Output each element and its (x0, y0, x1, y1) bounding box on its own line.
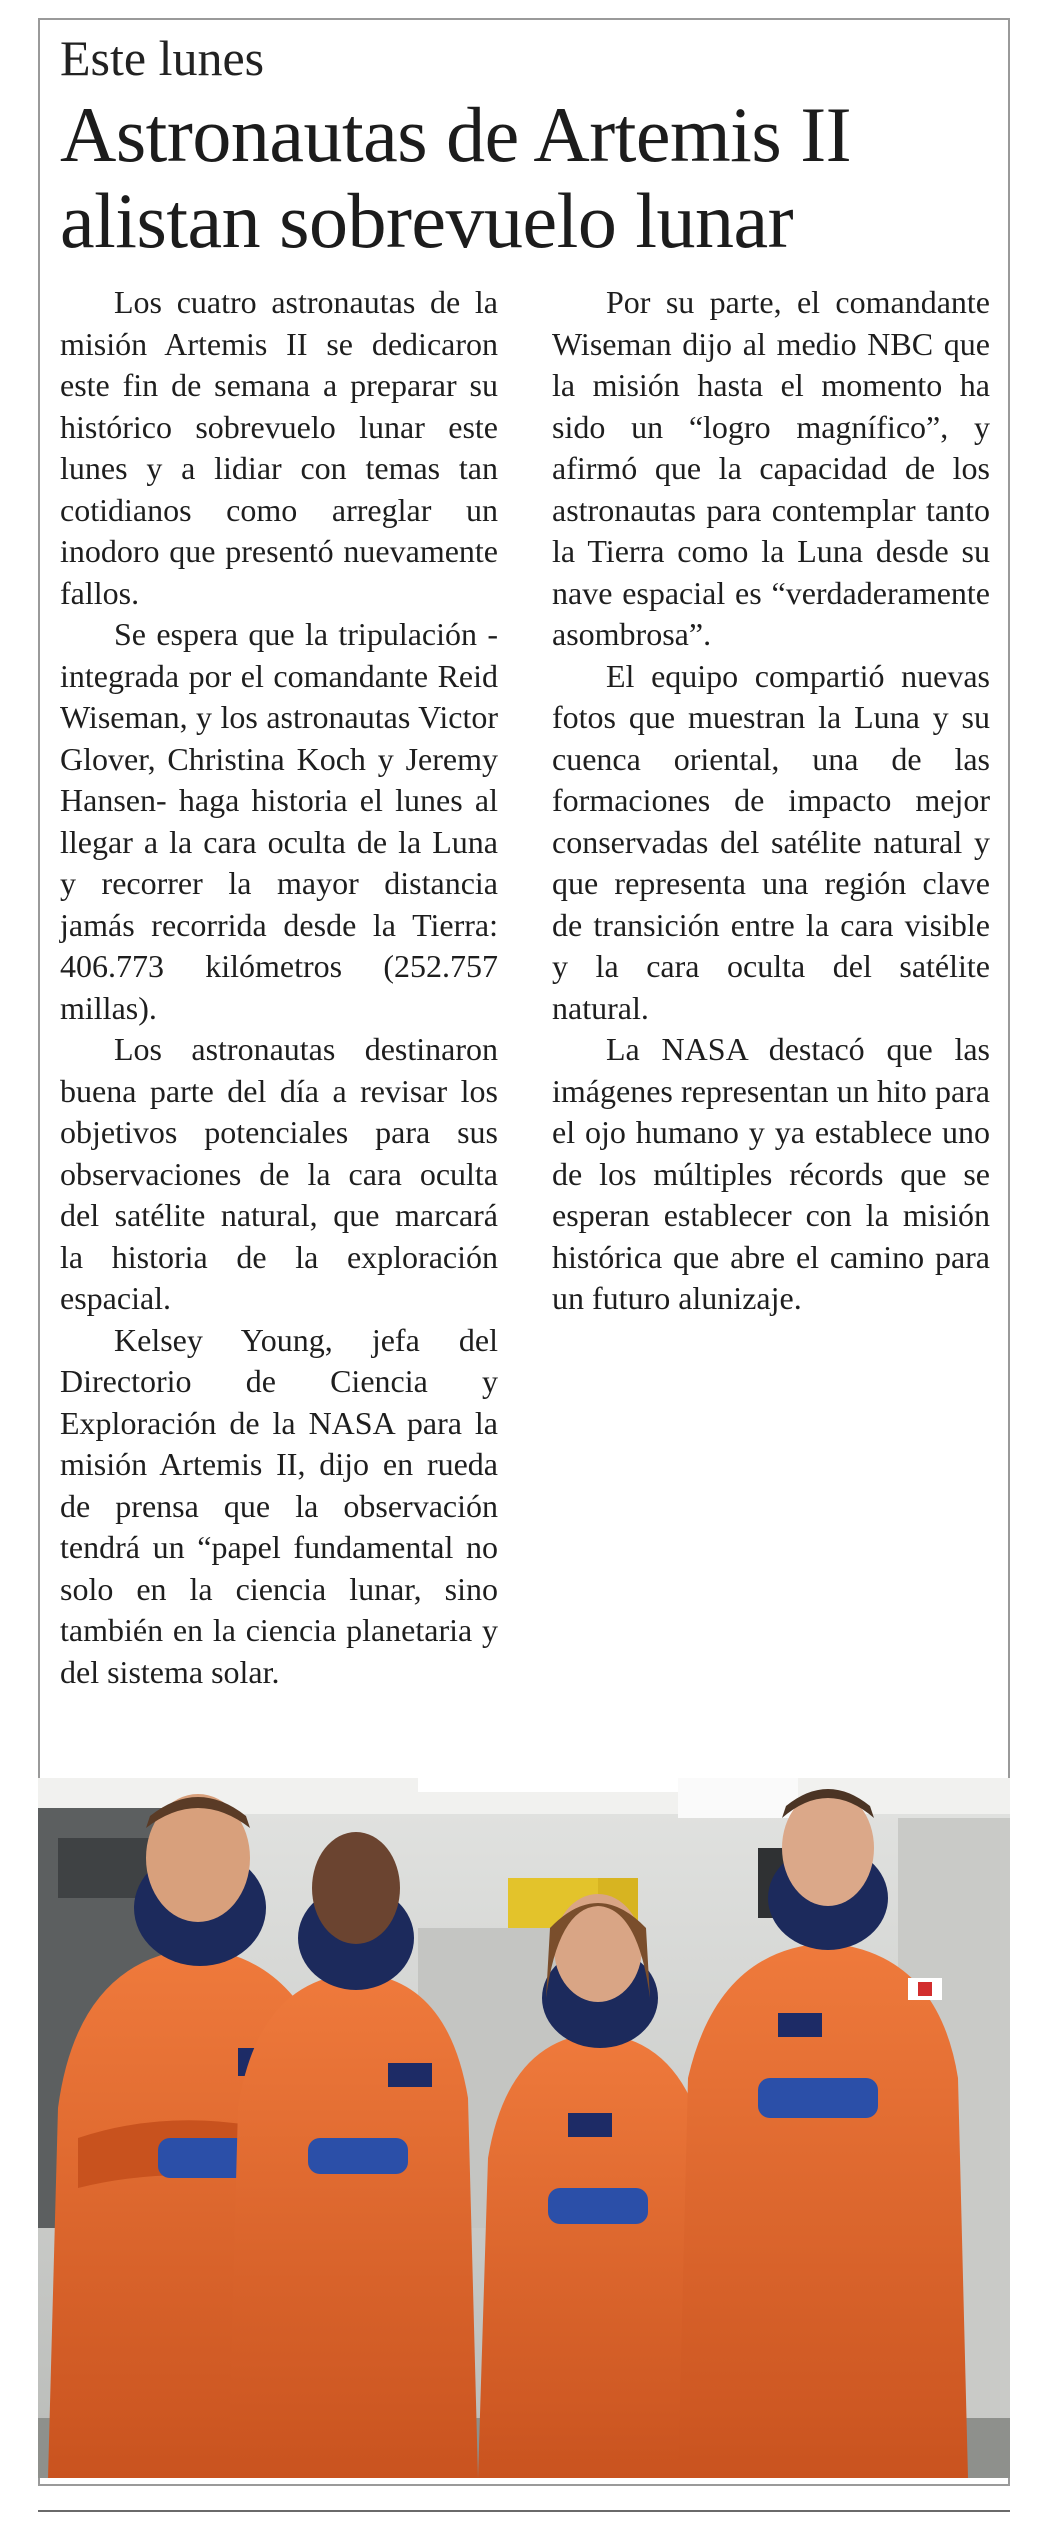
article-paragraph: Por su parte, el comandante Wiseman dijo al medio NBC que la misión hasta el momento ha sido un “logro magnífico”, y afirmó que la capacidad de los astronautas para contemplar tanto la Tierra como la Luna desde su nave espacial es “verdaderamente asombrosa”. (552, 284, 990, 652)
crew-photo (38, 1778, 1010, 2478)
article-paragraph: Se espera que la tripulación -integrada por el comandante Reid Wiseman, y los astronautas Victor Glover, Christina Koch y Jeremy Hansen- haga historia el lunes al llegar a la cara oculta de la Luna y recorrer la mayor distancia jamás recorrida desde la Tierra: 406.773 kilómetros (252.757 millas). (60, 616, 498, 1026)
bottom-rule (38, 2510, 1010, 2512)
crew-photo-illustration (38, 1778, 1010, 2478)
article-paragraph: Los astronautas destinaron buena parte del día a revisar los objetivos potenciales para sus observaciones de la cara oculta del satélite natural, que marcará la historia de la exploración espacial. (60, 1031, 498, 1316)
article-paragraph: La NASA destacó que las imágenes representan un hito para el ojo humano y ya establece uno de los múltiples récords que se esperan establecer con la misión histórica que abre el camino para un futuro alunizaje. (552, 1031, 990, 1316)
article-body (60, 282, 990, 1762)
ceiling-light (678, 1778, 798, 1818)
article-kicker: Este lunes (60, 30, 265, 86)
article-paragraph: Kelsey Young, jefa del Directorio de Ciencia y Exploración de la NASA para la misión Artemis II, dijo en rueda de prensa que la observación tendrá un “papel fundamental no solo en la ciencia lunar, sino también en la ciencia planetaria y del sistema solar. (60, 1321, 498, 1690)
article-paragraph: Los cuatro astronautas de la misión Artemis II se dedicaron este fin de semana a preparar su histórico sobrevuelo lunar este lunes y a lidiar con temas tan cotidianos como arreglar un inodoro que presentó nuevamente fallos. (60, 284, 498, 611)
article-headline: Astronautas de Artemis II alistan sobrevuelo lunar (60, 91, 852, 264)
ceiling-light (418, 1778, 718, 1792)
article-paragraph: El equipo compartió nuevas fotos que muestran la Luna y su cuenca oriental, una de las formaciones de impacto mejor conservadas del satélite natural y que representa una región clave de transición entre la cara visible y la cara oculta del satélite natural. (552, 657, 990, 1026)
